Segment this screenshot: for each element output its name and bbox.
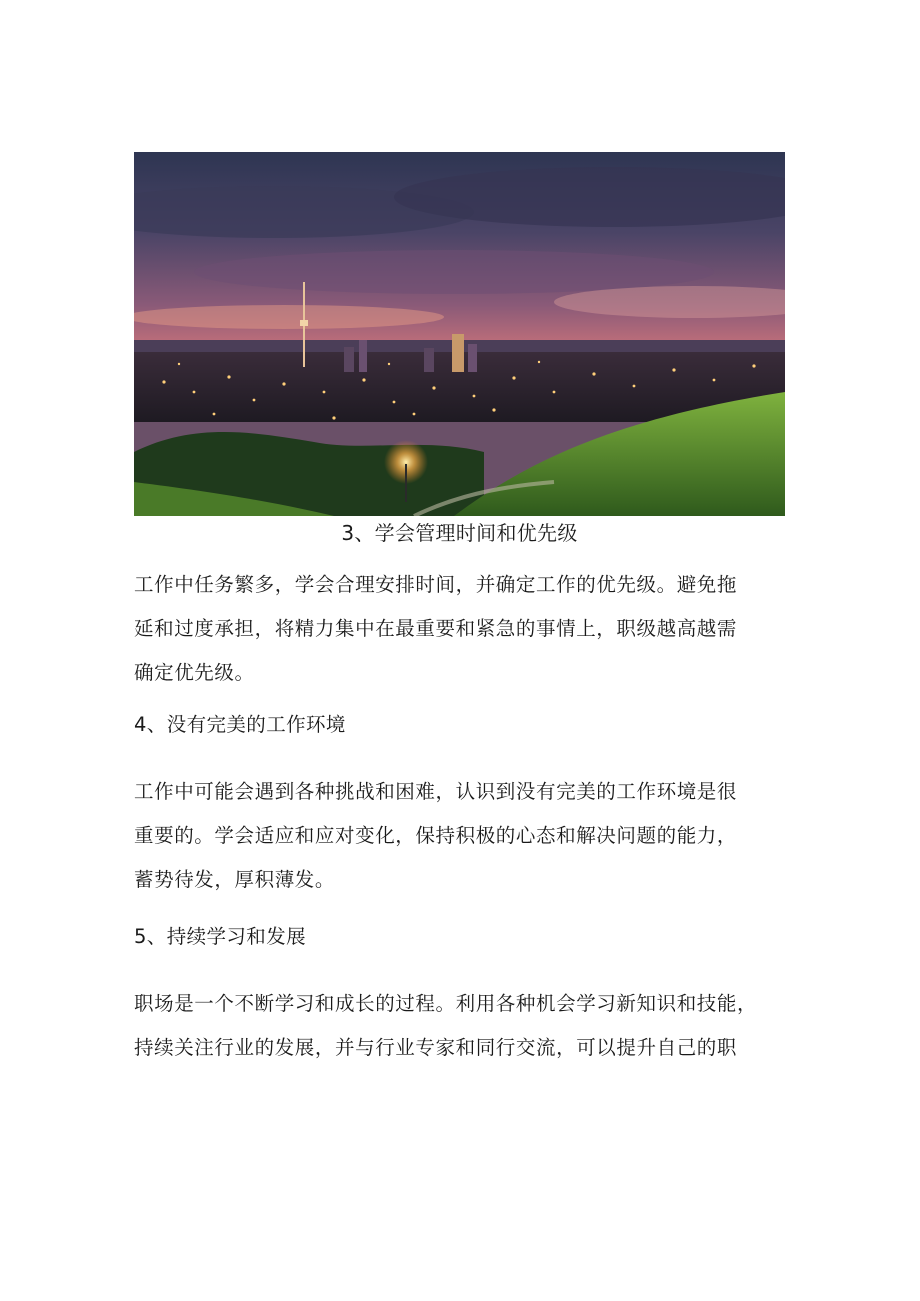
paragraph-line: 职场是一个不断学习和成长的过程。利用各种机会学习新知识和技能，	[134, 992, 758, 1015]
paragraph-line: 确定优先级。	[134, 661, 255, 684]
paragraph-line: 工作中可能会遇到各种挑战和困难，认识到没有完美的工作环境是很	[134, 780, 738, 803]
section3-paragraph	[134, 563, 804, 695]
paragraph-line: 工作中任务繁多，学会合理安排时间，并确定工作的优先级。避免拖	[134, 573, 738, 596]
paragraph-line: 重要的。学会适应和应对变化，保持积极的心态和解决问题的能力，	[134, 824, 738, 847]
figure-caption: 3、学会管理时间和优先级	[341, 521, 578, 545]
city-night-skyline-photo	[134, 152, 785, 516]
section4-heading: 4、没有完美的工作环境	[134, 713, 346, 736]
paragraph-line: 延和过度承担，将精力集中在最重要和紧急的事情上，职级越高越需	[134, 617, 738, 640]
paragraph-line: 持续关注行业的发展，并与行业专家和同行交流，可以提升自己的职	[134, 1036, 738, 1059]
section5-paragraph	[134, 982, 804, 1070]
section5-heading: 5、持续学习和发展	[134, 925, 307, 948]
paragraph-line: 蓄势待发，厚积薄发。	[134, 868, 336, 891]
section4-paragraph	[134, 770, 804, 902]
